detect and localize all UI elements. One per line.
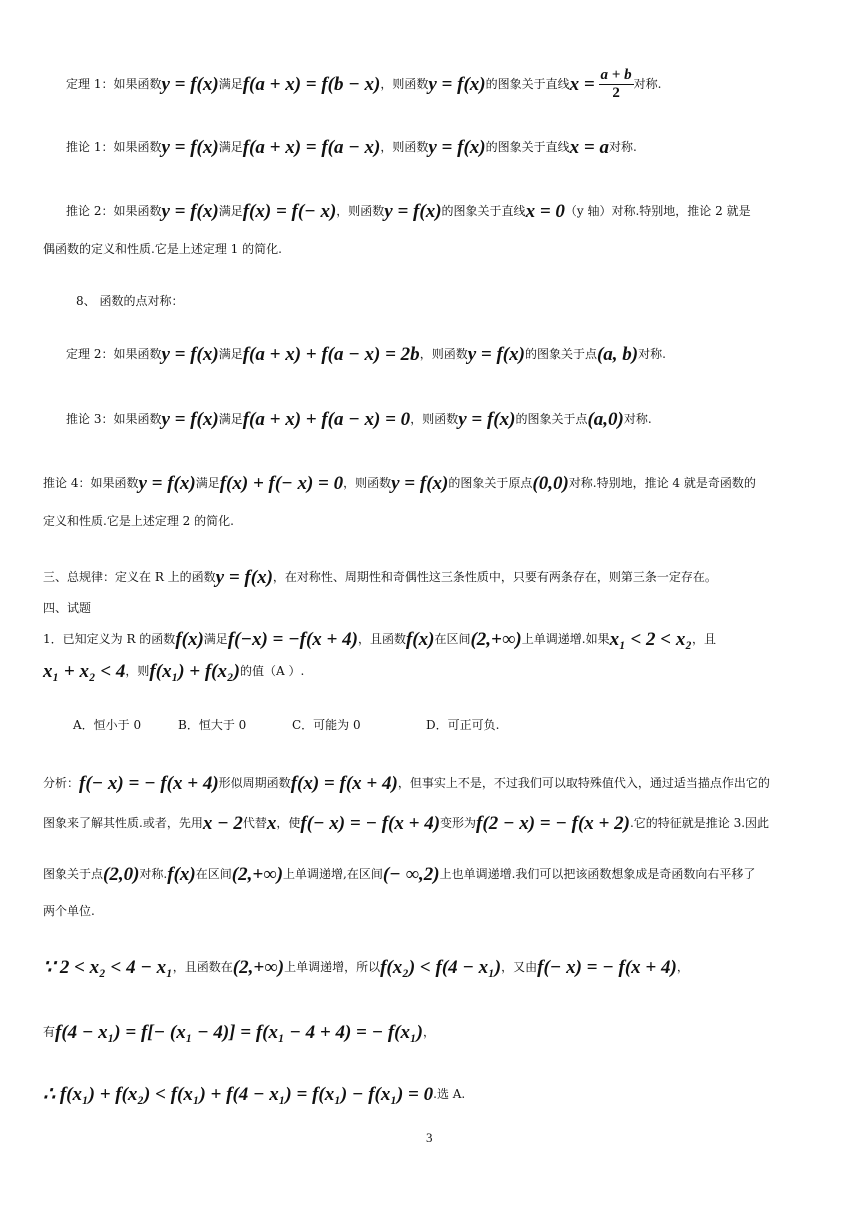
option-d: D．可正可负. — [426, 718, 500, 732]
proof-text: 上单调递增，所以 — [284, 960, 381, 974]
theorem-1-formula-4: x = — [569, 74, 595, 95]
corollary-2-formula: y = f(x) — [384, 201, 442, 222]
analysis-line-4: 两个单位. — [43, 904, 95, 918]
proof-text: ， — [422, 1025, 435, 1039]
analysis-formula: f(− x) = − f(x + 4) — [300, 813, 441, 834]
question-1-formula: x₁ + x₂ < 4 — [43, 661, 126, 682]
analysis-formula: x — [266, 813, 277, 834]
proof-line-3 — [43, 1085, 465, 1104]
analysis-text: ，但事实上不是，不过我们可以取特殊值代入，通过适当描点作出它的 — [397, 776, 770, 790]
corollary-3 — [66, 410, 652, 429]
proof-formula: ∵ 2 < x₂ < 4 − x₁ — [43, 957, 173, 978]
question-1-formula: (2,+∞) — [470, 629, 522, 650]
corollary-2 — [66, 202, 751, 221]
corollary-4-text: 对称.特别地，推论 4 就是奇函数的 — [568, 476, 756, 490]
analysis-formula: (2,0) — [103, 864, 140, 885]
analysis-text: ，使 — [276, 816, 301, 830]
analysis-text: 对称. — [139, 867, 168, 881]
question-1-text: ，且 — [692, 632, 717, 646]
analysis-text: .它的特征就是推论 3.因此 — [629, 816, 770, 830]
proof-formula: ∴ f(x₁) + f(x₂) < f(x₁) + f(4 − x₁) = f(x₁) − f(x₁) = 0 — [43, 1084, 434, 1105]
section-8-heading: 8、 函数的点对称： — [76, 294, 184, 308]
corollary-2-text: 的图象关于直线 — [441, 204, 526, 218]
theorem-2-text: 定理 2：如果函数 — [66, 347, 162, 361]
corollary-2-formula: y = f(x) — [161, 201, 219, 222]
corollary-2-formula: f(x) = f(− x) — [242, 201, 337, 222]
option-c: C．可能为 0 — [292, 718, 361, 732]
analysis-text: 形似周期函数 — [218, 776, 291, 790]
theorem-1-formula-3: y = f(x) — [428, 74, 486, 95]
corollary-1 — [66, 138, 637, 157]
theorem-2 — [66, 345, 666, 364]
proof-text: ，又由 — [501, 960, 538, 974]
corollary-2-text: （y 轴）对称.特别地，推论 2 就是 — [564, 204, 751, 218]
theorem-1-text: 对称. — [633, 77, 662, 91]
corollary-4-formula: y = f(x) — [138, 473, 196, 494]
corollary-2-text: 满足 — [218, 204, 243, 218]
question-1-text: 在区间 — [434, 632, 471, 646]
fraction-numerator: a + b — [600, 67, 632, 83]
corollary-4-text: 推论 4：如果函数 — [43, 476, 139, 490]
analysis-formula: (− ∞,2) — [382, 864, 440, 885]
corollary-3-formula: f(a + x) + f(a − x) = 0 — [242, 409, 411, 430]
theorem-1-fraction — [599, 68, 634, 101]
theorem-2-formula: (a, b) — [596, 344, 639, 365]
general-rule — [43, 568, 717, 587]
general-rule-formula: y = f(x) — [215, 567, 273, 588]
corollary-3-formula: y = f(x) — [161, 409, 219, 430]
corollary-1-text: 满足 — [218, 140, 243, 154]
corollary-4-text: 的图象关于原点 — [448, 476, 533, 490]
theorem-2-text: 满足 — [218, 347, 243, 361]
theorem-2-text: 的图象关于点 — [524, 347, 597, 361]
corollary-1-text: 的图象关于直线 — [485, 140, 570, 154]
corollary-2-text: ，则函数 — [336, 204, 385, 218]
question-1-text: 上单调递增.如果 — [521, 632, 610, 646]
corollary-4-line-2: 定义和性质.它是上述定理 2 的简化. — [43, 514, 234, 528]
analysis-formula: f(x) = f(x + 4) — [290, 773, 398, 794]
proof-text: 有 — [43, 1025, 56, 1039]
corollary-1-formula: y = f(x) — [161, 137, 219, 158]
analysis-formula: f(− x) = − f(x + 4) — [79, 773, 219, 794]
analysis-text: 代替 — [242, 816, 267, 830]
corollary-2-text: 推论 2：如果函数 — [66, 204, 162, 218]
theorem-1-text: ，则函数 — [380, 77, 429, 91]
proof-line-2 — [43, 1023, 435, 1042]
general-rule-text: 三、总规律：定义在 R 上的函数 — [43, 570, 216, 584]
general-rule-text: ，在对称性、周期性和奇偶性这三条性质中，只要有两条存在，则第三条一定存在。 — [272, 570, 717, 584]
analysis-line-1 — [43, 774, 770, 793]
question-1 — [43, 630, 716, 649]
analysis-line-2 — [43, 814, 769, 833]
corollary-4-text: ，则函数 — [343, 476, 392, 490]
question-1-formula: f(−x) = −f(x + 4) — [227, 629, 358, 650]
question-1-text: ，则 — [125, 664, 150, 678]
question-1-text: 的值（A ）. — [239, 664, 305, 678]
analysis-line-3 — [43, 865, 755, 884]
question-1-formula: x₁ < 2 < x₂ — [609, 629, 692, 650]
analysis-formula: x − 2 — [202, 813, 243, 834]
fraction-denominator: 2 — [612, 85, 620, 101]
theorem-1-formula-1: y = f(x) — [161, 74, 219, 95]
corollary-4-formula: y = f(x) — [391, 473, 449, 494]
corollary-2-line-2: 偶函数的定义和性质.它是上述定理 1 的简化. — [43, 242, 282, 256]
question-1-text: ，且函数 — [357, 632, 406, 646]
corollary-1-formula: y = f(x) — [428, 137, 486, 158]
question-1-text: 1．已知定义为 R 的函数 — [43, 632, 176, 646]
theorem-2-formula: y = f(x) — [161, 344, 219, 365]
theorem-2-text: 对称. — [638, 347, 666, 361]
analysis-text: 上也单调递增.我们可以把该函数想象成是奇函数向右平移了 — [439, 867, 756, 881]
theorem-1-text: 定理 1：如果函数 — [66, 77, 162, 91]
analysis-text: 图象来了解其性质.或者，先用 — [43, 816, 203, 830]
option-a: A．恒小于 0 — [73, 718, 142, 732]
theorem-2-formula: f(a + x) + f(a − x) = 2b — [242, 344, 420, 365]
corollary-3-text: 推论 3：如果函数 — [66, 412, 162, 426]
corollary-3-formula: y = f(x) — [458, 409, 516, 430]
corollary-4 — [43, 474, 756, 493]
theorem-1-formula-2: f(a + x) = f(b − x) — [242, 74, 381, 95]
corollary-4-text: 满足 — [195, 476, 220, 490]
corollary-1-text: ，则函数 — [380, 140, 429, 154]
question-1-line-2 — [43, 662, 304, 681]
theorem-2-formula: y = f(x) — [467, 344, 525, 365]
proof-formula: f(4 − x₁) = f[− (x₁ − 4)] = f(x₁ − 4 + 4) = − f(x₁) — [55, 1022, 423, 1043]
proof-text: ，且函数在 — [172, 960, 233, 974]
analysis-text: 上单调递增,在区间 — [283, 867, 383, 881]
analysis-formula: f(x) — [167, 864, 196, 885]
analysis-formula: f(2 − x) = − f(x + 2) — [476, 813, 630, 834]
analysis-text: 图象关于点 — [43, 867, 104, 881]
corollary-3-text: 满足 — [218, 412, 243, 426]
theorem-1-text: 满足 — [218, 77, 243, 91]
question-1-text: 满足 — [203, 632, 228, 646]
corollary-3-text: 对称. — [623, 412, 652, 426]
corollary-1-text: 对称. — [608, 140, 637, 154]
corollary-4-formula: (0,0) — [532, 473, 569, 494]
analysis-text: 分析： — [43, 776, 80, 790]
page-number: 3 — [426, 1130, 433, 1145]
corollary-3-text: ，则函数 — [410, 412, 459, 426]
analysis-text: 变形为 — [440, 816, 477, 830]
theorem-2-text: ，则函数 — [419, 347, 468, 361]
question-1-formula: f(x₁) + f(x₂) — [149, 661, 240, 682]
question-1-formula: f(x) — [175, 629, 204, 650]
proof-formula: (2,+∞) — [232, 957, 285, 978]
proof-text: ， — [676, 960, 689, 974]
analysis-formula: (2,+∞) — [231, 864, 284, 885]
corollary-4-formula: f(x) + f(− x) = 0 — [219, 473, 344, 494]
corollary-3-formula: (a,0) — [587, 409, 624, 430]
theorem-1-text: 的图象关于直线 — [485, 77, 570, 91]
proof-formula: f(x₂) < f(4 − x₁) — [380, 957, 502, 978]
corollary-3-text: 的图象关于点 — [515, 412, 588, 426]
proof-line-1 — [43, 958, 689, 977]
analysis-text: 在区间 — [195, 867, 232, 881]
corollary-1-formula: x = a — [569, 137, 609, 158]
corollary-2-formula: x = 0 — [525, 201, 565, 222]
corollary-1-formula: f(a + x) = f(a − x) — [242, 137, 381, 158]
corollary-1-text: 推论 1：如果函数 — [66, 140, 162, 154]
question-1-formula: f(x) — [405, 629, 435, 650]
proof-formula: f(− x) = − f(x + 4) — [537, 957, 677, 978]
proof-text: .选 A. — [433, 1087, 466, 1101]
option-b: B．恒大于 0 — [178, 718, 247, 732]
exercises-heading: 四、试题 — [43, 601, 92, 615]
theorem-1 — [66, 68, 661, 101]
